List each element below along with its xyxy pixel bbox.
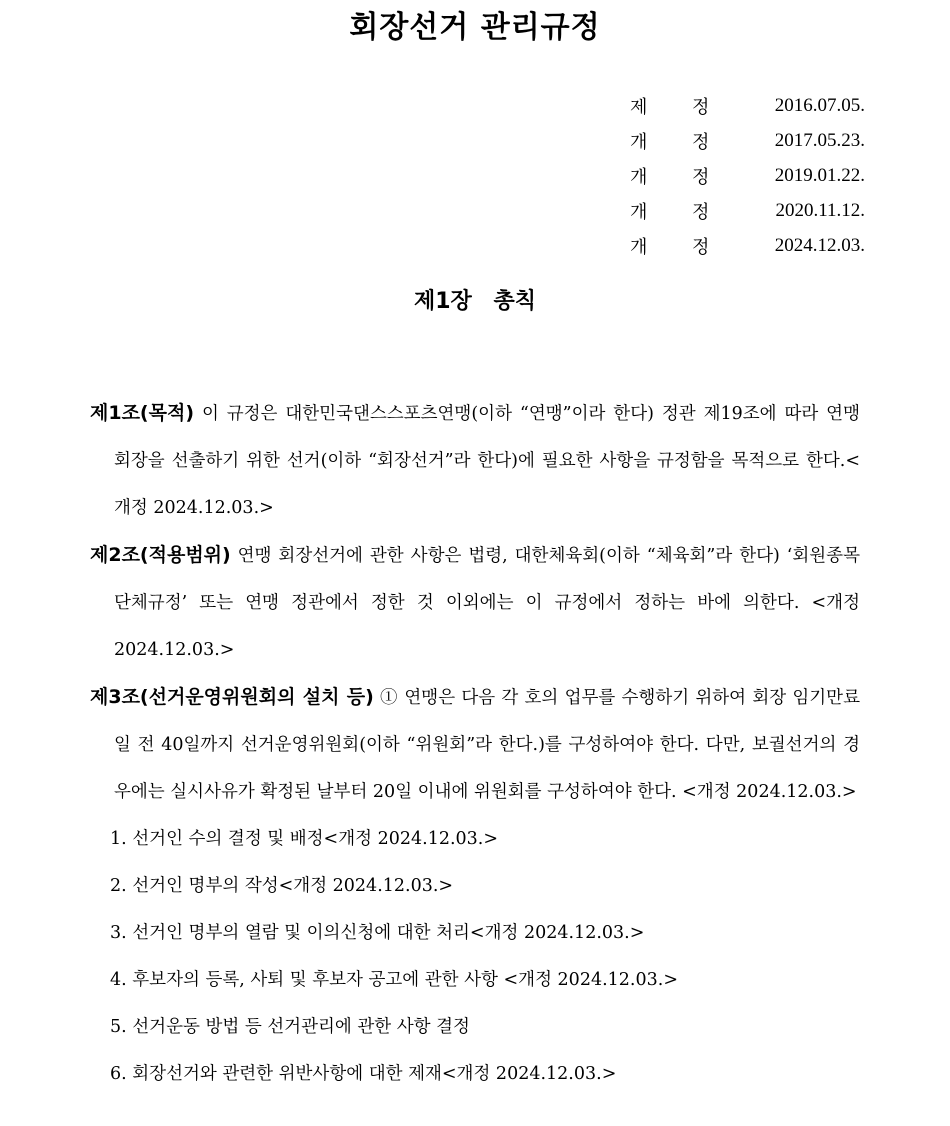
revision-history (630, 88, 865, 263)
list-item: 3. 선거인 명부의 열람 및 이의신청에 대한 처리<개정 2024.12.03.> (110, 923, 645, 943)
revision-type-char: 개 (630, 166, 648, 188)
revision-date: 2024.12.03. (774, 234, 865, 256)
revision-date: 2017.05.23. (774, 129, 865, 151)
revision-row (630, 193, 865, 228)
list-item: 5. 선거운동 방법 등 선거관리에 관한 사항 결정 (110, 1017, 470, 1037)
revision-row (630, 88, 865, 123)
revision-date: 2016.07.05. (774, 94, 865, 116)
article-heading: 제2조(적용범위) (90, 544, 231, 566)
revision-date: 2020.11.12. (775, 199, 865, 221)
revision-type-char: 제 (630, 96, 648, 118)
chapter-heading: 제1장 총칙 (414, 289, 536, 314)
article-heading: 제1조(목적) (90, 402, 195, 424)
article-text: 연맹 회장선거에 관한 사항은 법령, 대한체육회(이하 “체육회”라 한다) ‘회원종목단체규정’ 또는 연맹 정관에서 정한 것 이외에는 이 규정에서 정하는 바에 의한다. <개정 2024.12.03.> (114, 546, 860, 660)
revision-type-char: 정 (692, 201, 710, 223)
revision-type-char: 개 (630, 236, 648, 258)
list-item: 2. 선거인 명부의 작성<개정 2024.12.03.> (110, 876, 454, 896)
article-3 (90, 674, 860, 816)
revision-row (630, 158, 865, 193)
document-title: 회장선거 관리규정 (349, 10, 601, 45)
revision-type-char: 정 (692, 96, 710, 118)
document-body (90, 390, 860, 1098)
revision-type-char: 개 (630, 201, 648, 223)
list-item: 1. 선거인 수의 결정 및 배정<개정 2024.12.03.> (110, 829, 499, 849)
article-1 (90, 390, 860, 532)
article-heading: 제3조(선거운영위원회의 설치 등) (90, 686, 374, 708)
revision-date: 2019.01.22. (774, 164, 865, 186)
revision-type-char: 정 (692, 236, 710, 258)
revision-row (630, 228, 865, 263)
article-2 (90, 532, 860, 674)
article-text: ① 연맹은 다음 각 호의 업무를 수행하기 위하여 회장 임기만료일 전 40일까지 선거운영위원회(이하 “위원회”라 한다.)를 구성하여야 한다. 다만, 보궐선거의 경우에는 실시사유가 확정된 날부터 20일 이내에 위원회를 구성하여야 한다. <개정 2024.12.03.> (114, 688, 860, 802)
list-item: 4. 후보자의 등록, 사퇴 및 후보자 공고에 관한 사항 <개정 2024.12.03.> (110, 970, 678, 990)
revision-type-char: 개 (630, 131, 648, 153)
list-item: 6. 회장선거와 관련한 위반사항에 대한 제재<개정 2024.12.03.> (110, 1064, 617, 1084)
revision-type-char: 정 (692, 131, 710, 153)
revision-row (630, 123, 865, 158)
revision-type-char: 정 (692, 166, 710, 188)
article-text: 이 규정은 대한민국댄스스포츠연맹(이하 “연맹”이라 한다) 정관 제19조에 따라 연맹 회장을 선출하기 위한 선거(이하 “회장선거”라 한다)에 필요한 사항을 규정함을 목적으로 한다.<개정 2024.12.03.> (114, 404, 860, 518)
